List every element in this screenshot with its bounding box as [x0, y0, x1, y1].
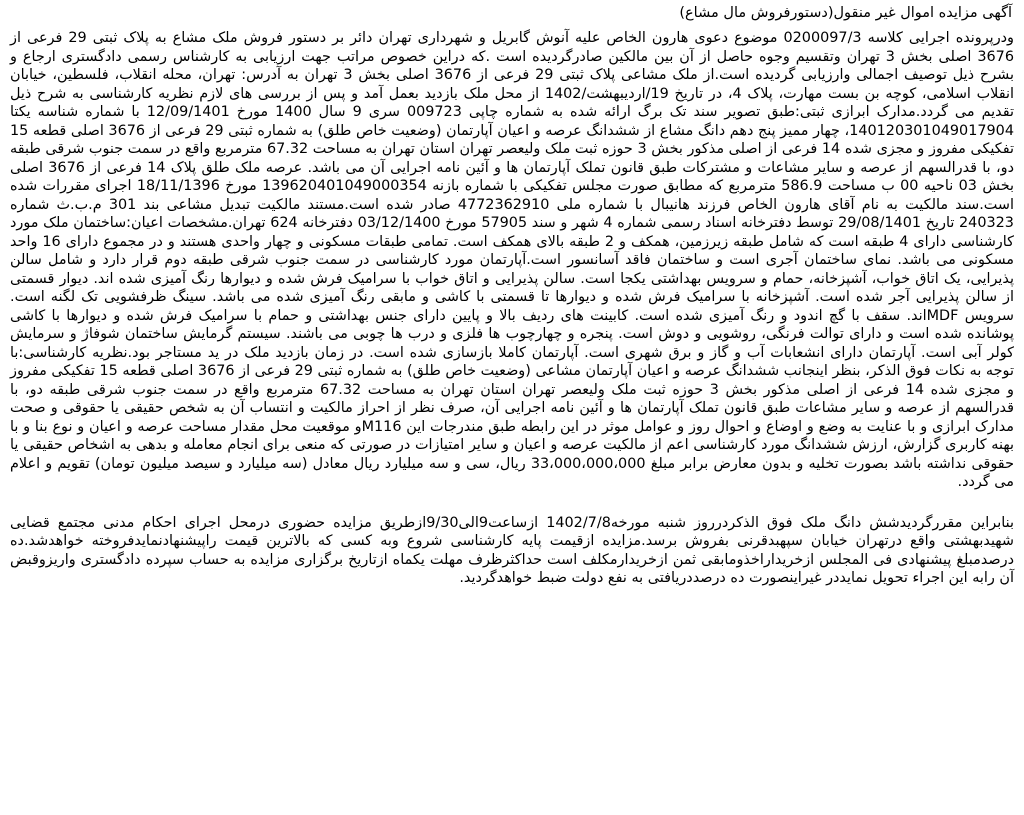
auction-terms-paragraph: بنابراین مقررگردیدشش دانگ ملک فوق الذکردرروز شنبه مورخه1402/7/8 ازساعت9الی9/30ازطریق مزایده حضوری درمحل اجرای احکام مدنی مجتمع قضایی شهیدبهشتی واقع درتهران خیابان سپهبدقرنی بفروش برسد.مزایده ازقیمت پایه کارشناسی شروع وبه کسی که بالاترین قیمت راپیشنهادنمایدفروخته خواهدشد.ده درصدمبلغ پیشنهادی فی المجلس ازخریداراخذومابقی ثمن ازخریدارمکلف است حداکثرظرف مهلت یکماه ازتاریخ برگزاری مزایده به حساب سپرده دادگستری واریزوقبض آن رابه این اجراء تحویل نمایددر غیراینصورت ده درصددریافتی به نفع دولت ضبط خواهدگردید.	[10, 514, 1014, 586]
notice-title: آگهی مزایده اموال غیر منقول(دستورفروش مال مشاع)	[679, 5, 1012, 21]
notice-body-paragraph: ودرپرونده اجرایی کلاسه 0200097/3 موضوع دعوی هارون الخاص علیه آنوش گابریل و شهرداری تهران دائر بر دستور فروش ملک مشاع به پلاک ثبتی 29 فرعی از 3676 اصلی بخش 3 تهران وتقسیم وجوه حاصل از آن بین مالکین صادرگردیده است .که دراین خصوص مراتب جهت ارزیابی به کارشناس رسمی دادگستری ارجاع و بشرح ذیل توصیف اجمالی وارزیابی گردیده است.از ملک مشاعی پلاک ثبتی 29 فرعی از 3676 اصلی بخش 3 تهران به آدرس: تهران، محله انقلاب، فلسطین، خیابان انقلاب اسلامی، کوچه بن بست مهارت، پلاک 4، در تاریخ 19/اردیبهشت/1402 از محل ملک بازدید بعمل آمد و پس از بررسی های لازم نظریه کارشناسی به شرح ذیل تقدیم می گردد.مدارک ابرازی ثبتی:طبق تصویر سند تک برگ ارائه شده به شماره چاپی 009723 سری 9 سال 1400 مورخ 12/09/1401 با شماره شناسه یکتا 140120301049017904، چهار ممیز پنج دهم دانگ مشاع از ششدانگ عرصه و اعیان آپارتمان (وضعیت خاص طلق) به شماره ثبتی 29 فرعی از 3676 اصلی قطعه 15 تفکیکی مفروز و مجزی شده 14 فرعی از اصلی مذکور بخش 3 حوزه ثبت ملک ولیعصر تهران استان تهران به مساحت 67.32 مترمربع واقع در سمت جنوب شرقی طبقه دو، با قدرالسهم از عرصه و سایر مشاعات و مشترکات طبق قانون تملک آپارتمان ها و آئین نامه اجرایی آن می باشد. عرصه ملک طلق پلاک 14 فرعی از 3676 اصلی بخش 03 ناحیه 00 ب مساحت 586.9 مترمربع که مطابق صورت مجلس تفکیکی با شماره بازنه 139620401049000354 مورخ 18/11/1396 اجرای مقررات شده است.سند مالکیت به نام آقای هارون الخاص فرزند هانیبال با شماره ملی 4772362910 صادر شده است.مستند مالکیت تبدیل مشاعی بند 301 م.ب.ث شماره 240323 تاریخ 29/08/1401 توسط دفترخانه اسناد رسمی شماره 4 شهر و سند 57905 مورخ 03/12/1400 دفترخانه 624 تهران.مشخصات اعیان:ساختمان ملک مورد کارشناسی دارای 4 طبقه است که شامل طبقه زیرزمین، همکف و 2 طبقه بالای همکف است. تمامی طبقات مسکونی و چهار واحدی هستند و در مجموع دارای 16 واحد مسکونی می باشد. نمای ساختمان آجری است و ساختمان فاقد آسانسور است.آپارتمان مورد کارشناسی در سمت جنوب شرقی طبقه دوم قرار دارد و شامل سالن پذیرایی، یک اتاق خواب، آشپزخانه، حمام و سرویس بهداشتی یکجا است. سالن پذیرایی و اتاق خواب با سرامیک فرش شده و دیوارها رنگ آمیزی شده اند. دیوار قسمتی از سالن پذیرایی آجر شده است. آشپزخانه با سرامیک فرش شده و دیوارها تا قسمتی با کاشی و مابقی رنگ آمیزی شده می باشد. سینگ ظرفشویی تک لگنه است. سرویس MDFاند. سقف با گچ اندود و رنگ آمیزی شده است. کابینت های ردیف بالا و پایین دارای جنس بهداشتی و حمام با سرامیک فرش شده و دیوارها با کاشی پوشانده شده است و دارای توالت فرنگی، روشویی و دوش است. پنجره و چهارچوب ها فلزی و درب ها چوبی می باشند. سیستم گرمایش ساختمان شوفاژ و سرمایش کولر آبی است. آپارتمان دارای انشعابات آب و گاز و برق شهری است. آپارتمان کاملا بازسازی شده است. در زمان بازدید ملک در ید مستاجر بود.نظریه کارشناسی:با توجه به نکات فوق الذکر، بنظر اینجانب ششدانگ عرصه و اعیان آپارتمان مشاعی (وضعیت خاص طلق) به شماره ثبتی 29 فرعی از 3676 اصلی قطعه 15 تفکیکی مفروز و مجزی شده 14 فرعی از اصلی مذکور بخش 3 حوزه ثبت ملک ولیعصر تهران استان تهران به مساحت 67.32 مترمربع واقع در سمت جنوب شرقی طبقه دو، با قدرالسهم از عرصه و سایر مشاعات طبق قانون تملک آپارتمان ها و آئین نامه اجرایی آن، صرف نظر از احراز مالکیت و انتساب آن به شخص حقیقی یا حقوقی و صحت مدارک ابرازی و با عنایت به وضع و اوضاع و احوال روز و عوامل موثر در این رابطه طبق مندرجات این M116و موقعیت محل مقدار مساحت عرصه و اعیان و نوع بنا و با بهنه کاربری گزارش، ارزش ششدانگ مورد کارشناسی اعم از مالکیت عرصه و اعیان و سایر امتیازات در صورتی که منعی برای انجام معامله و بدهی به اشخاص حقیقی یا حقوقی نداشته باشد بصورت تخلیه و بدون معارض برابر مبلغ 33،000،000،000 ریال، سی و سه میلیارد ریال معادل (سه میلیارد و سیصد میلیون تومان) تقویم و اعلام می گردد.	[10, 30, 1015, 490]
